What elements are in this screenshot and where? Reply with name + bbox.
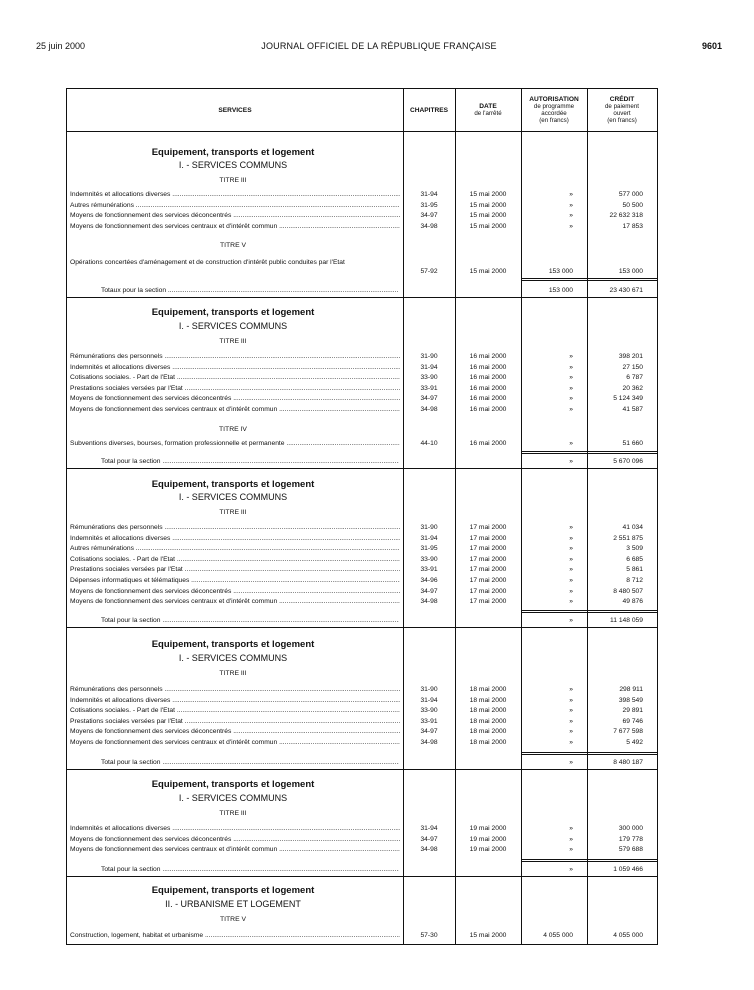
row-date: 15 mai 2000 (469, 201, 507, 209)
table-row (67, 211, 657, 222)
row-credit: 5 124 349 (613, 395, 643, 403)
row-date: 15 mai 2000 (469, 222, 507, 230)
section-ministry: Equipement, transports et logement (151, 307, 315, 318)
row-autorisation: » (569, 555, 573, 563)
page-header (36, 41, 722, 53)
total-rule (521, 451, 657, 454)
row-date: 19 mai 2000 (469, 846, 507, 854)
row-label: Cotisations sociales. - Part de l'Etat ..... (70, 706, 400, 717)
table-row (67, 534, 657, 545)
total-rule (521, 610, 657, 613)
row-date: 16 mai 2000 (469, 374, 507, 382)
row-label: Cotisations sociales. - Part de l'Etat ..... (70, 373, 400, 384)
row-credit: 8 480 507 (613, 587, 643, 595)
row-credit: 4 055 000 (613, 932, 643, 939)
section-titre: TITRE III (219, 509, 247, 516)
total-autorisation: 153 000 (548, 287, 573, 294)
section-total (67, 757, 657, 768)
section-service: I. - SERVICES COMMUNS (178, 653, 288, 663)
row-label: Rémunérations des personnels ..... (70, 685, 400, 696)
section-ministry: Equipement, transports et logement (151, 779, 315, 790)
header-rule (67, 131, 657, 132)
row-label: Indemnités et allocations diverses ..... (70, 534, 400, 545)
row-date: 19 mai 2000 (469, 825, 507, 832)
row-autorisation: » (569, 825, 573, 832)
row-autorisation: » (569, 363, 573, 371)
row-chapitre: 31-94 (420, 534, 438, 542)
header-date: 25 juin 2000 (36, 41, 86, 51)
row-chapitre: 34-97 (420, 587, 438, 595)
total-label: Total pour la section ..... (101, 615, 399, 626)
row-credit: 300 000 (618, 825, 643, 832)
row-autorisation: » (569, 696, 573, 704)
row-credit: 5 861 (626, 566, 643, 574)
total-rule (521, 278, 657, 281)
table-row (67, 523, 657, 534)
total-label: Total pour la section ..... (101, 864, 399, 875)
row-autorisation: » (569, 395, 573, 403)
row-credit: 20 362 (622, 384, 643, 392)
section-total (67, 456, 657, 467)
row-autorisation: » (569, 686, 573, 693)
table-row (67, 565, 657, 576)
row-label: Rémunérations des personnels ..... (70, 523, 400, 534)
total-label: Total pour la section ..... (101, 757, 399, 768)
row-date: 17 mai 2000 (469, 587, 507, 595)
table-row (67, 439, 657, 450)
row-date: 18 mai 2000 (469, 707, 507, 715)
section-titre: TITRE III (219, 338, 247, 345)
total-rule (521, 752, 657, 755)
row-chapitre: 33-91 (420, 566, 438, 574)
row-autorisation: 4 055 000 (543, 932, 573, 939)
section-total (67, 285, 657, 296)
row-label: Moyens de fonctionnement des services centraux et d'intérêt commun ..... (70, 738, 400, 749)
col-header-autorisation-line2: de programme (533, 103, 575, 110)
row-chapitre: 34-98 (420, 598, 438, 606)
col-header-credit (587, 89, 657, 131)
table-row (67, 845, 657, 856)
credits-table (66, 88, 658, 945)
section-service: I. - SERVICES COMMUNS (178, 160, 288, 170)
row-chapitre: 31-95 (420, 201, 438, 209)
total-rule (521, 859, 657, 862)
col-header-date-line2: de l'arrêté (474, 110, 502, 117)
row-credit: 8 712 (626, 577, 643, 584)
row-credit: 2 551 875 (613, 534, 643, 542)
section-titre: TITRE IV (219, 426, 247, 433)
table-row (67, 352, 657, 363)
section-rule (67, 769, 657, 770)
row-credit: 49 876 (622, 598, 643, 606)
row-date: 17 mai 2000 (469, 545, 507, 553)
row-chapitre: 31-90 (420, 524, 438, 531)
row-chapitre: 31-95 (420, 545, 438, 553)
table-row (67, 394, 657, 405)
row-label: Autres rémunérations ..... (70, 201, 400, 212)
row-label: Indemnités et allocations diverses ..... (70, 190, 400, 201)
row-credit: 298 911 (619, 686, 643, 693)
col-header-date-line1: DATE (479, 103, 497, 110)
table-row (67, 576, 657, 587)
journal-title: JOURNAL OFFICIEL DE LA RÉPUBLIQUE FRANÇAISE (261, 41, 497, 51)
row-date: 18 mai 2000 (469, 686, 507, 693)
row-credit: 41 034 (622, 524, 643, 531)
table-row (67, 696, 657, 707)
row-date: 16 mai 2000 (469, 363, 507, 371)
table-row (67, 738, 657, 749)
table-row (67, 717, 657, 728)
row-label: Moyens de fonctionnement des services déconcentrés ..... (70, 211, 400, 222)
row-autorisation: » (569, 353, 573, 360)
table-row (67, 587, 657, 598)
row-autorisation: » (569, 201, 573, 209)
table-row (67, 555, 657, 566)
row-date: 15 mai 2000 (469, 268, 507, 275)
row-chapitre: 31-94 (420, 825, 438, 832)
col-header-credit-line2: de paiement (604, 103, 640, 110)
row-credit: 69 746 (622, 717, 643, 725)
col-header-credit-line1: CRÉDIT (609, 96, 635, 103)
section-ministry: Equipement, transports et logement (151, 147, 315, 158)
row-label: Autres rémunérations ..... (70, 544, 400, 555)
row-date: 18 mai 2000 (469, 739, 507, 746)
row-chapitre: 31-94 (420, 363, 438, 371)
total-autorisation: » (569, 866, 573, 873)
row-autorisation: » (569, 524, 573, 531)
row-credit: 6 685 (626, 555, 643, 563)
section-service: II. - URBANISME ET LOGEMENT (165, 899, 301, 909)
col-header-credit-line3: ouvert (613, 110, 631, 117)
row-label: Subventions diverses, bourses, formation professionnelle et permanente ..... (70, 439, 400, 450)
row-autorisation: » (569, 212, 573, 220)
row-credit: 179 778 (618, 835, 643, 843)
row-chapitre: 34-97 (420, 212, 438, 220)
row-chapitre: 33-91 (420, 384, 438, 392)
table-row (67, 931, 657, 942)
row-autorisation: » (569, 534, 573, 542)
total-credit: 23 430 671 (609, 287, 643, 294)
total-credit: 5 670 096 (613, 458, 643, 465)
table-row (67, 373, 657, 384)
row-chapitre: 34-96 (420, 577, 438, 584)
row-date: 15 mai 2000 (469, 932, 507, 939)
row-autorisation: » (569, 384, 573, 392)
row-label-long: Opérations concertées d'aménagement et de construction d'intérêt public conduites par l'Etat (70, 259, 345, 266)
col-header-services-label: SERVICES (218, 106, 252, 114)
col-header-date (455, 89, 521, 131)
row-label: Moyens de fonctionnement des services centraux et d'intérêt commun ..... (70, 845, 400, 856)
row-date: 16 mai 2000 (469, 406, 507, 413)
row-credit: 3 509 (626, 545, 643, 553)
row-credit: 579 688 (618, 846, 643, 854)
total-autorisation: » (569, 617, 573, 624)
section-ministry: Equipement, transports et logement (151, 639, 315, 650)
section-total (67, 615, 657, 626)
row-date: 15 mai 2000 (469, 212, 507, 220)
row-label: Prestations sociales versées par l'Etat ..... (70, 565, 400, 576)
row-chapitre: 31-94 (420, 191, 438, 198)
section-rule (67, 297, 657, 298)
row-date: 16 mai 2000 (469, 395, 507, 403)
row-chapitre: 34-98 (420, 222, 438, 230)
table-row (67, 190, 657, 201)
row-label: Cotisations sociales. - Part de l'Etat ..... (70, 555, 400, 566)
row-credit: 577 000 (618, 191, 643, 198)
total-label: Total pour la section ..... (101, 456, 399, 467)
row-date: 18 mai 2000 (469, 728, 507, 736)
row-label: Indemnités et allocations diverses ..... (70, 824, 400, 835)
col-header-autorisation-line3: accordée (541, 110, 567, 117)
row-autorisation: » (569, 707, 573, 715)
row-date: 17 mai 2000 (469, 534, 507, 542)
col-header-chapitres (403, 89, 455, 131)
row-chapitre: 31-90 (420, 686, 438, 693)
row-date: 18 mai 2000 (469, 717, 507, 725)
row-chapitre: 33-90 (420, 707, 438, 715)
row-date: 17 mai 2000 (469, 598, 507, 606)
row-label: Moyens de fonctionnement des services déconcentrés ..... (70, 727, 400, 738)
row-autorisation: » (569, 566, 573, 574)
table-row (67, 685, 657, 696)
row-chapitre: 33-91 (420, 717, 438, 725)
section-titre: TITRE III (219, 670, 247, 677)
row-credit: 6 787 (626, 374, 643, 382)
row-label: Dépenses informatiques et télématiques ..... (70, 576, 400, 587)
row-chapitre: 57-30 (420, 932, 438, 939)
row-credit: 22 632 318 (609, 212, 643, 220)
row-credit: 153 000 (618, 268, 643, 275)
row-autorisation: » (569, 440, 573, 447)
row-label: Prestations sociales versées par l'Etat ..... (70, 717, 400, 728)
table-row (67, 384, 657, 395)
section-rule (67, 627, 657, 628)
row-credit: 7 677 598 (613, 728, 643, 736)
row-date: 16 mai 2000 (469, 384, 507, 392)
total-credit: 1 059 466 (613, 866, 643, 873)
row-autorisation: » (569, 717, 573, 725)
row-autorisation: » (569, 728, 573, 736)
row-date: 16 mai 2000 (469, 353, 507, 360)
row-autorisation: » (569, 846, 573, 854)
row-credit: 41 587 (622, 406, 643, 413)
row-label: Moyens de fonctionnement des services centraux et d'intérêt commun ..... (70, 597, 400, 608)
table-row (67, 824, 657, 835)
section-service: I. - SERVICES COMMUNS (178, 321, 288, 331)
row-chapitre: 44-10 (420, 440, 438, 447)
row-chapitre: 34-97 (420, 728, 438, 736)
section-titre: TITRE V (219, 242, 247, 249)
row-label: Indemnités et allocations diverses ..... (70, 363, 400, 374)
row-chapitre: 33-90 (420, 374, 438, 382)
row-credit: 398 549 (618, 696, 643, 704)
row-label: Moyens de fonctionnement des services déconcentrés ..... (70, 587, 400, 598)
row-date: 18 mai 2000 (469, 696, 507, 704)
row-chapitre: 34-98 (420, 846, 438, 854)
row-autorisation: » (569, 222, 573, 230)
table-row (67, 363, 657, 374)
table-row (67, 405, 657, 416)
row-chapitre: 34-97 (420, 395, 438, 403)
row-autorisation: 153 000 (548, 268, 573, 275)
row-autorisation: » (569, 191, 573, 198)
section-rule (67, 876, 657, 877)
row-chapitre: 34-97 (420, 835, 438, 843)
row-autorisation: » (569, 545, 573, 553)
row-chapitre: 33-90 (420, 555, 438, 563)
section-ministry: Equipement, transports et logement (151, 479, 315, 490)
row-autorisation: » (569, 577, 573, 584)
col-header-services (67, 89, 403, 131)
table-row (67, 835, 657, 846)
row-label: Rémunérations des personnels ..... (70, 352, 400, 363)
row-label: Moyens de fonctionnement des services déconcentrés ..... (70, 394, 400, 405)
row-autorisation: » (569, 739, 573, 746)
section-ministry: Equipement, transports et logement (151, 885, 315, 896)
total-autorisation: » (569, 759, 573, 766)
row-autorisation: » (569, 598, 573, 606)
table-row (67, 201, 657, 212)
col-header-chapitres-label: CHAPITRES (409, 106, 449, 114)
page-number: 9601 (701, 41, 722, 51)
row-label: Construction, logement, habitat et urbanisme ..... (70, 931, 400, 942)
row-label: Moyens de fonctionnement des services centraux et d'intérêt commun ..... (70, 222, 400, 233)
row-date: 19 mai 2000 (469, 835, 507, 843)
table-row (67, 222, 657, 233)
section-service: I. - SERVICES COMMUNS (178, 492, 288, 502)
row-credit: 27 150 (622, 363, 643, 371)
row-credit: 17 853 (622, 222, 643, 230)
row-chapitre: 34-98 (420, 406, 438, 413)
total-credit: 11 148 059 (610, 617, 643, 624)
row-date: 17 mai 2000 (469, 566, 507, 574)
section-titre: TITRE V (219, 916, 247, 923)
table-row (67, 597, 657, 608)
row-date: 17 mai 2000 (469, 577, 507, 584)
row-date: 15 mai 2000 (469, 191, 507, 198)
col-header-autorisation-line4: (en francs) (539, 117, 569, 124)
row-date: 17 mai 2000 (469, 524, 507, 531)
col-header-autorisation-line1: AUTORISATION (529, 96, 579, 103)
row-chapitre: 34-98 (420, 739, 438, 746)
row-chapitre: 57-92 (420, 268, 438, 275)
row-label: Indemnités et allocations diverses ..... (70, 696, 400, 707)
section-rule (67, 468, 657, 469)
total-autorisation: » (569, 458, 573, 465)
row-autorisation: » (569, 587, 573, 595)
row-date: 16 mai 2000 (469, 440, 507, 447)
col-header-autorisation (521, 89, 587, 131)
table-row (67, 544, 657, 555)
row-credit: 5 492 (626, 739, 643, 746)
row-autorisation: » (569, 835, 573, 843)
row-autorisation: » (569, 406, 573, 413)
total-credit: 8 480 187 (613, 759, 643, 766)
row-date: 17 mai 2000 (469, 555, 507, 563)
table-row (67, 267, 657, 278)
row-label: Moyens de fonctionnement des services centraux et d'intérêt commun ..... (70, 405, 400, 416)
row-label: Prestations sociales versées par l'Etat ..... (70, 384, 400, 395)
row-chapitre: 31-90 (420, 353, 438, 360)
section-titre: TITRE III (219, 177, 247, 184)
section-total (67, 864, 657, 875)
table-row (67, 706, 657, 717)
row-chapitre: 31-94 (420, 696, 438, 704)
row-autorisation: » (569, 374, 573, 382)
row-label: Moyens de fonctionnement des services déconcentrés ..... (70, 835, 400, 846)
row-credit: 51 660 (622, 440, 643, 447)
section-titre: TITRE III (219, 810, 247, 817)
row-credit: 50 500 (622, 201, 643, 209)
table-row (67, 727, 657, 738)
section-service: I. - SERVICES COMMUNS (178, 793, 288, 803)
col-header-credit-line4: (en francs) (607, 117, 637, 124)
row-credit: 398 201 (618, 353, 643, 360)
total-label: Totaux pour la section ..... (101, 285, 399, 296)
row-credit: 29 891 (622, 707, 643, 715)
